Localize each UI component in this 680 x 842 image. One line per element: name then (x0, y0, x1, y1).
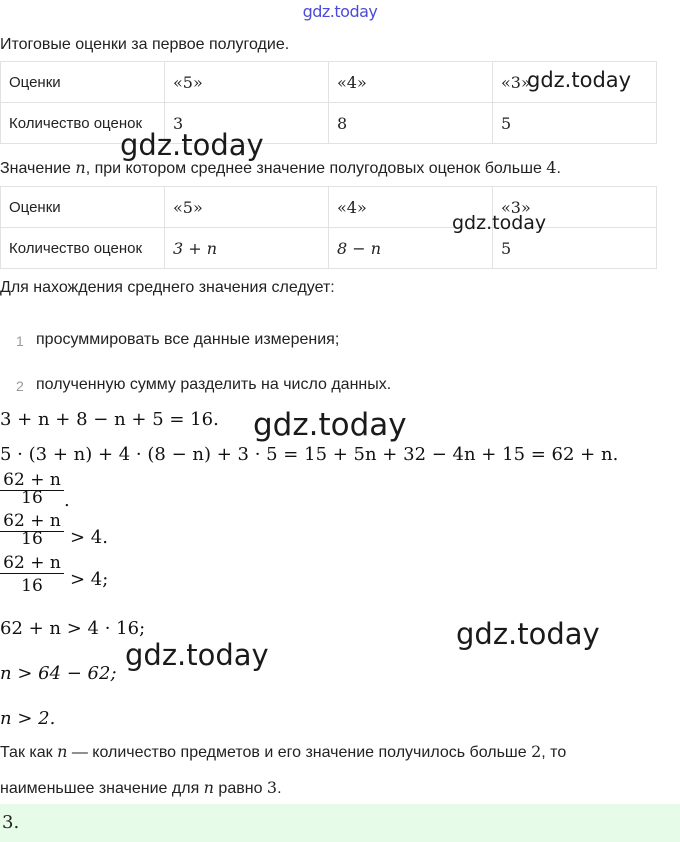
math-line-result: n > 2. (0, 708, 56, 729)
answer-value: 3. (2, 812, 20, 833)
condition-end: . (556, 160, 561, 177)
conclusion-text: наименьшее значение для (0, 780, 204, 797)
fraction-numerator: 62 + n (3, 553, 61, 573)
table-cell: «4» (329, 62, 493, 103)
table-row (1, 187, 657, 228)
fraction-bar (0, 573, 64, 574)
table-row (1, 228, 657, 269)
table-cell: 8 (329, 103, 493, 144)
math-line-inequality: 62 + n > 4 · 16; (0, 618, 146, 639)
fraction-denominator: 16 (21, 488, 43, 508)
table-cell: «5» (165, 187, 329, 228)
watermark: gdz.today (452, 212, 547, 234)
table-cell: Оценки (1, 187, 165, 228)
table-cell: «4» (329, 187, 493, 228)
site-header-logo[interactable]: gdz.today (302, 2, 378, 21)
table-row (1, 103, 657, 144)
condition-post: , при котором среднее значение полугодовых оценок больше (85, 160, 547, 177)
fraction (0, 511, 64, 549)
condition-pre: Значение (0, 160, 76, 177)
conclusion-var: n (57, 742, 68, 761)
fraction-denominator: 16 (21, 529, 43, 549)
table-cell: Количество оценок (1, 228, 165, 269)
watermark: gdz.today (456, 617, 600, 651)
watermark: gdz.today (120, 128, 264, 162)
conclusion-var: n (203, 778, 214, 797)
table-cell: 3 (165, 103, 329, 144)
conclusion-line-2 (0, 778, 282, 798)
condition-var: n (75, 158, 86, 177)
table-cell: 5 (493, 103, 657, 144)
table-cell: 5 (493, 228, 657, 269)
table-cell: «3» (493, 62, 657, 103)
math-tail: . (64, 490, 70, 511)
list-item: полученную сумму разделить на число данных. (36, 376, 392, 393)
watermark: gdz.today (253, 407, 407, 443)
fraction-numerator: 62 + n (3, 470, 61, 490)
list-item: просуммировать все данные измерения; (36, 331, 340, 348)
watermark: gdz.today (125, 638, 269, 672)
conclusion-line-1 (0, 742, 566, 762)
math-tail: > 4. (70, 527, 108, 548)
fraction-numerator: 62 + n (3, 511, 61, 531)
table-cell: Количество оценок (1, 103, 165, 144)
math-line-sum-count: 3 + n + 8 − n + 5 = 16. (0, 409, 219, 430)
watermark: gdz.today (527, 68, 632, 92)
fraction (0, 553, 64, 596)
conclusion-text: равно (213, 780, 267, 797)
math-line-inequality: n > 64 − 62; (0, 663, 117, 684)
table-cell: «5» (165, 62, 329, 103)
list-number: 1 (16, 333, 24, 349)
intro-text: Итоговые оценки за первое полугодие. (0, 36, 290, 53)
list-number: 2 (16, 378, 24, 394)
conclusion-num: 3 (266, 778, 278, 797)
answer-box (0, 804, 680, 842)
grades-table-variable (0, 186, 657, 269)
condition-num: 4 (546, 158, 557, 177)
table-cell: 3 + n (165, 228, 329, 269)
method-intro: Для нахождения среднего значения следует: (0, 279, 335, 296)
fraction (0, 470, 64, 508)
fraction-denominator: 16 (21, 576, 43, 596)
math-tail: > 4; (70, 569, 109, 590)
conclusion-text: . (277, 780, 282, 797)
table-cell: «3» (493, 187, 657, 228)
conclusion-num: 2 (531, 742, 542, 761)
condition-text (0, 158, 561, 178)
table-cell: Оценки (1, 62, 165, 103)
conclusion-text: Так как (0, 744, 58, 761)
math-line-sum-grades: 5 · (3 + n) + 4 · (8 − n) + 3 · 5 = 15 + 5n + 32 − 4n + 15 = 62 + n. (0, 444, 619, 465)
conclusion-text: , то (541, 744, 567, 761)
table-cell: 8 − n (329, 228, 493, 269)
conclusion-text: — количество предметов и его значение получилось больше (67, 744, 532, 761)
